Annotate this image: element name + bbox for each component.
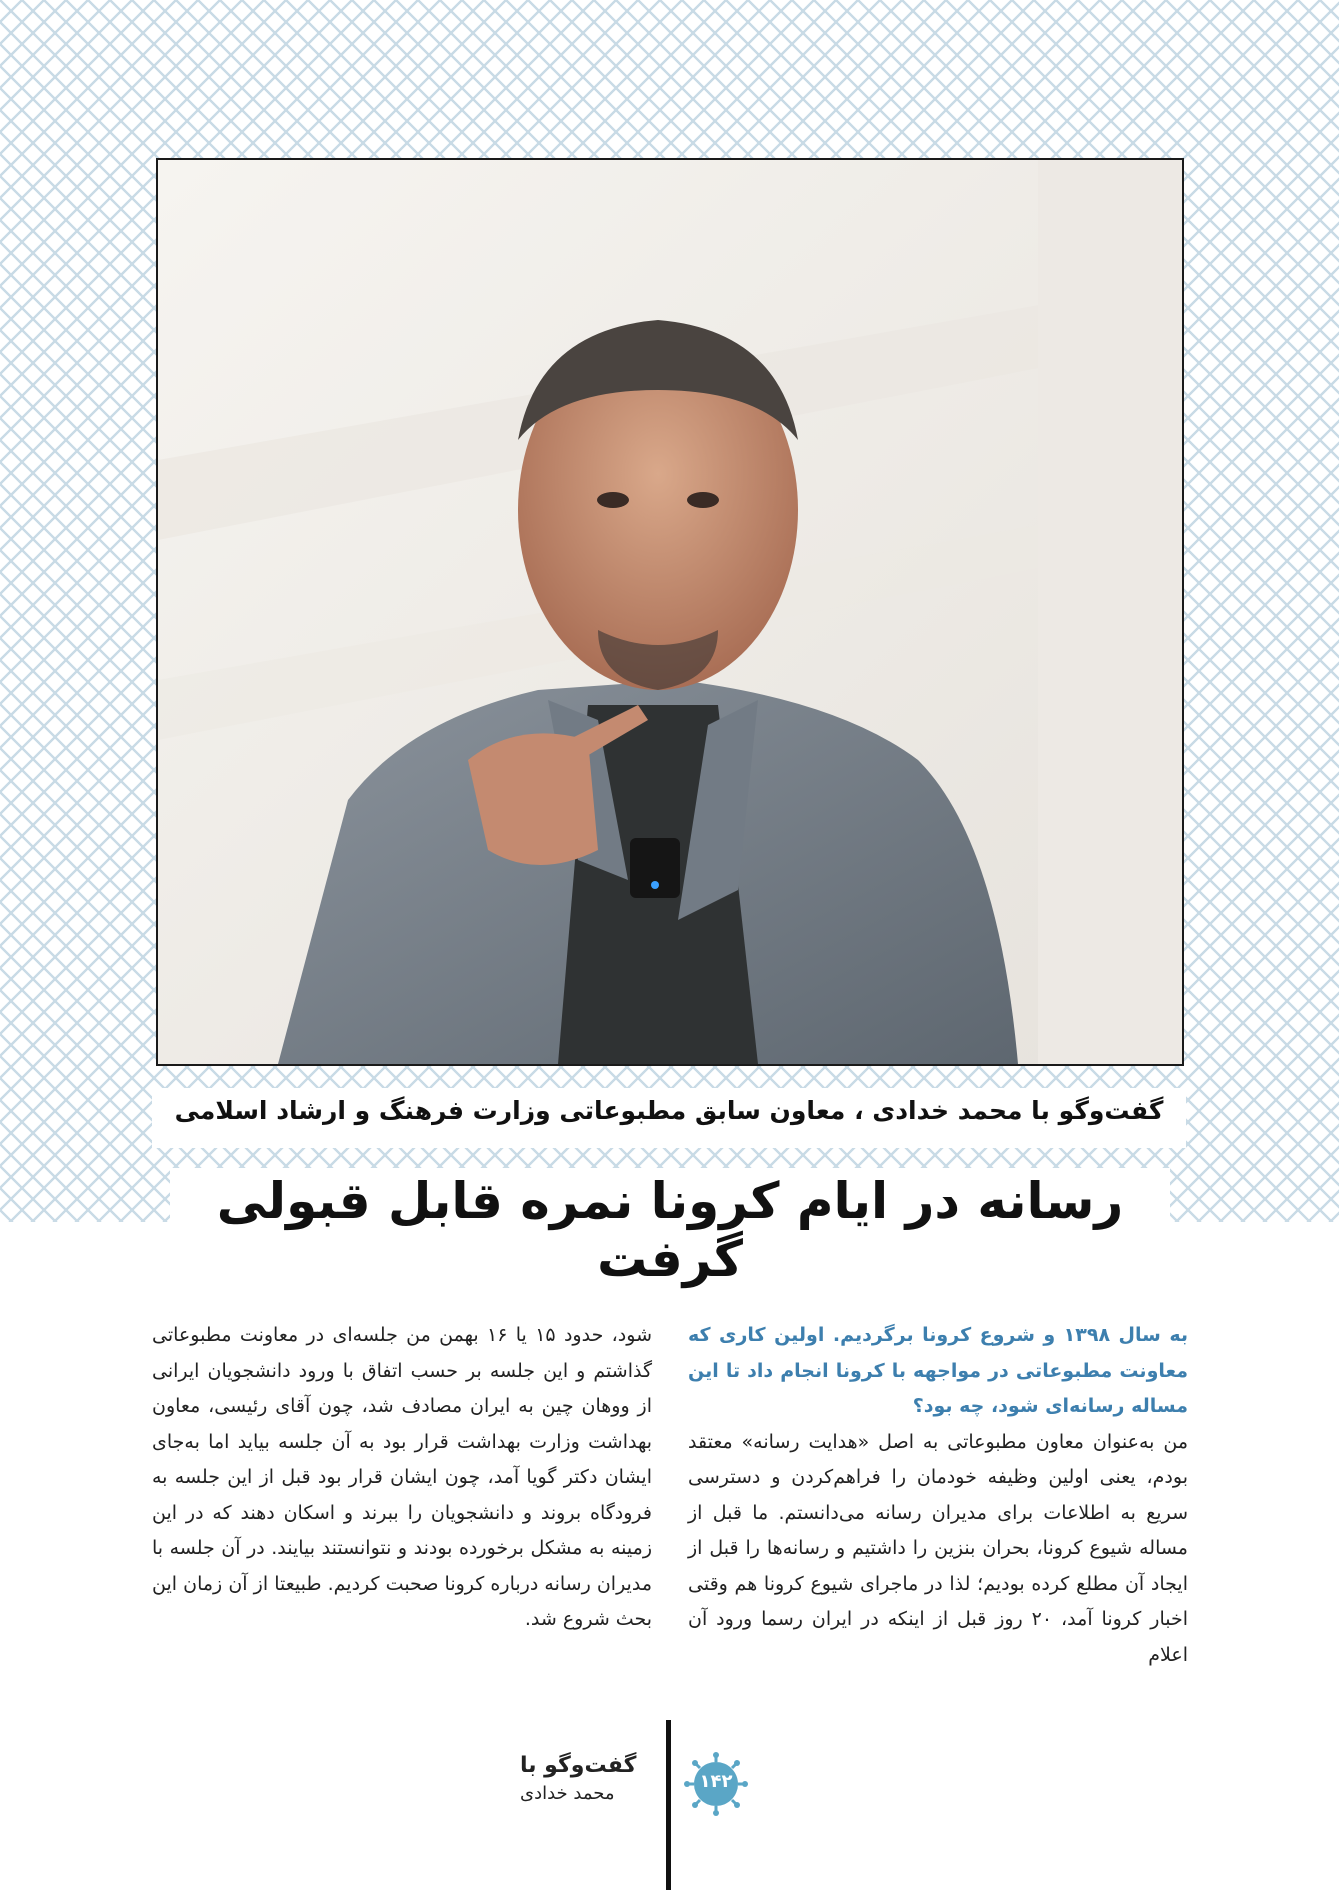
interview-question: به سال ۱۳۹۸ و شروع کرونا برگردیم. اولین کاری که معاونت مطبوعاتی در مواجهه با کرونا انجام داد تا این مساله رسانه‌ای شود، چه بود؟: [688, 1324, 1188, 1417]
article-column-left: [152, 1318, 652, 1638]
portrait-illustration: [158, 160, 1182, 1064]
interview-subtitle: گفت‌وگو با محمد خدادی ، معاون سابق مطبوعاتی وزارت فرهنگ و ارشاد اسلامی: [174, 1096, 1164, 1125]
headline-band: [170, 1168, 1170, 1288]
footer-section-label: [520, 1752, 658, 1808]
footer-section: گفت‌وگو با: [520, 1753, 637, 1778]
footer-person: محمد خدادی: [520, 1783, 615, 1804]
interviewee-photo: [156, 158, 1184, 1066]
article-headline: رسانه در ایام کرونا نمره قابل قبولی گرفت: [216, 1172, 1124, 1288]
article-column-right: [688, 1318, 1188, 1673]
answer-paragraph-1: من به‌عنوان معاون مطبوعاتی به اصل «هدایت رسانه» معتقد بودم، یعنی اولین وظیفه خودمان را فراهم‌کردن و دسترسی سریع به اطلاعات برای مدیران رسانه می‌دانستم. ما قبل از مساله شیوع کرونا، بحران بنزین را داشتیم و رسانه‌ها را قبل از ایجاد آن مطلع کرده بودیم؛ لذا در ماجرای شیوع کرونا هم وقتی اخبار کرونا آمد، ۲۰ روز قبل از اینکه در ایران رسما ورود آن اعلام: [688, 1430, 1188, 1666]
page-number: ۱۴۲: [699, 1771, 733, 1792]
footer-divider: [666, 1720, 671, 1890]
subtitle-band: [152, 1088, 1186, 1148]
answer-paragraph-2: شود، حدود ۱۵ یا ۱۶ بهمن من جلسه‌ای در معاونت مطبوعاتی گذاشتم و این جلسه بر حسب اتفاق با ورود دانشجویان ایرانی از ووهان چین به ایران مصادف شد، چون آقای رئیسی، معاون بهداشت وزارت بهداشت قرار بود به آن جلسه بیاید اما به‌جای ایشان دکتر گویا آمد، چون ایشان قرار بود قبل از این جلسه به فرودگاه بروند و دانشجویان را ببرند و اسکان دهند که در این زمینه به مشکل برخورده بودند و نتوانستند بیایند. در آن جلسه با مدیران رسانه درباره کرونا صحبت کردیم. طبیعتا از آن زمان این بحث شروع شد.: [152, 1324, 653, 1630]
